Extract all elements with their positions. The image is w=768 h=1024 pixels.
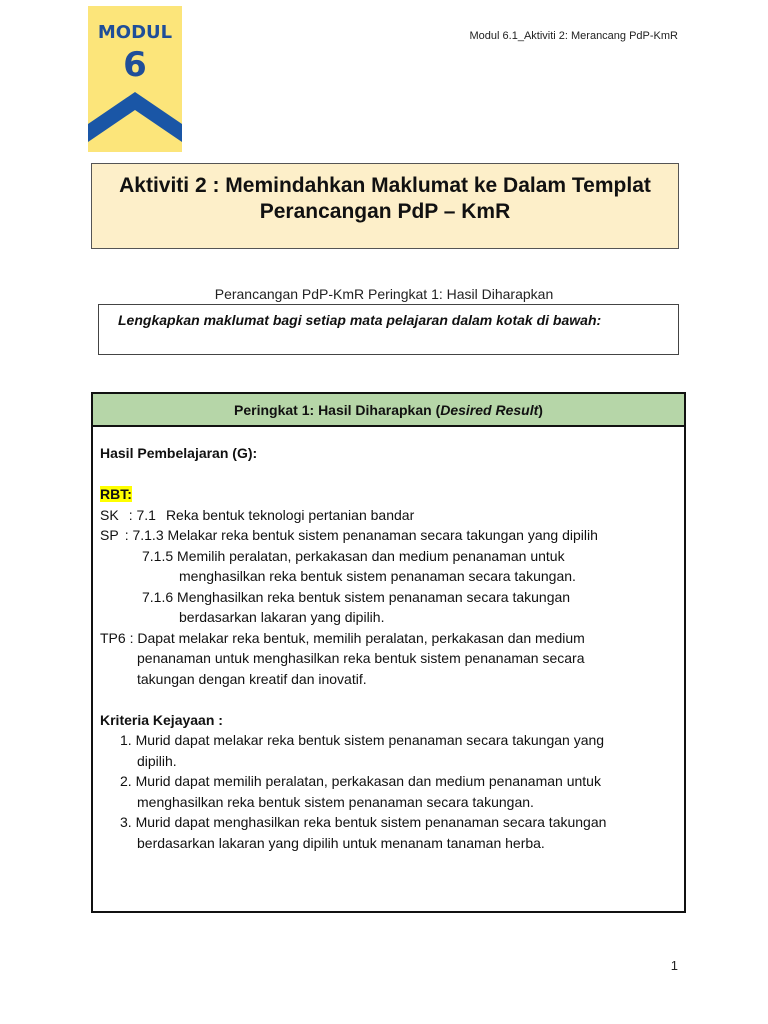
kriteria-item-3-num: 3. bbox=[120, 814, 132, 830]
sp-item-1-text: Melakar reka bentuk sistem penanaman secara takungan yang dipilih bbox=[167, 527, 598, 543]
kriteria-item-1-text: Murid dapat melakar reka bentuk sistem penanaman secara takungan yang bbox=[135, 732, 605, 748]
hasil-pembelajaran-label: Hasil Pembelajaran (G): bbox=[100, 445, 258, 461]
logo-word: MODUL bbox=[97, 22, 173, 43]
sk-line bbox=[100, 505, 684, 526]
table-header-prefix: Peringkat 1: Hasil Diharapkan ( bbox=[234, 401, 441, 418]
logo-number: 6 bbox=[123, 45, 147, 85]
sk-sep: : bbox=[128, 506, 133, 523]
sk-text: Reka bentuk teknologi pertanian bandar bbox=[165, 506, 415, 523]
sp-item-2 bbox=[100, 546, 684, 567]
tp6-sep: : bbox=[129, 629, 134, 646]
sk-label: SK bbox=[100, 506, 119, 523]
kriteria-item-1 bbox=[100, 730, 684, 751]
kriteria-item-2-num: 2. bbox=[120, 773, 132, 789]
tp6-line-1 bbox=[100, 628, 684, 649]
sp-label: SP bbox=[100, 527, 119, 543]
kriteria-item-1-num: 1. bbox=[120, 732, 132, 748]
sp-line-1 bbox=[100, 525, 684, 546]
kriteria-item-2-cont: menghasilkan reka bentuk sistem penanaman secara takungan. bbox=[137, 793, 534, 810]
sp-item-2-cont: menghasilkan reka bentuk sistem penanaman secara takungan. bbox=[179, 568, 576, 584]
desired-result-table bbox=[91, 392, 686, 913]
sk-code: 7.1 bbox=[136, 506, 156, 523]
activity-title-line-1: Aktiviti 2 : Memindahkan Maklumat ke Dalam Templat bbox=[119, 174, 651, 197]
activity-title-line-2: Perancangan PdP – KmR bbox=[259, 200, 511, 223]
sp-item-3 bbox=[100, 587, 684, 608]
sp-item-3-text: Menghasilkan reka bentuk sistem penanaman secara takungan bbox=[177, 588, 571, 605]
tp6-label: TP6 bbox=[100, 629, 126, 646]
page-number: 1 bbox=[670, 958, 678, 973]
kriteria-item-3-text: Murid dapat menghasilkan reka bentuk sistem penanaman secara takungan bbox=[135, 814, 607, 830]
tp6-text-1: Dapat melakar reka bentuk, memilih peralatan, perkakasan dan medium bbox=[137, 629, 585, 646]
tp6-text-2: penanaman untuk menghasilkan reka bentuk sistem penanaman secara bbox=[137, 650, 585, 666]
table-header-suffix: ) bbox=[538, 401, 543, 418]
kriteria-kejayaan-label: Kriteria Kejayaan : bbox=[100, 711, 223, 728]
sp-item-2-text: Memilih peralatan, perkakasan dan medium penanaman untuk bbox=[177, 547, 565, 564]
section-subtitle: Perancangan PdP-KmR Peringkat 1: Hasil Diharapkan bbox=[214, 286, 554, 302]
sp-item-3-code: 7.1.6 bbox=[142, 588, 174, 605]
kriteria-item-2-text: Murid dapat memilih peralatan, perkakasan dan medium penanaman untuk bbox=[135, 773, 601, 789]
tp6-text-3: takungan dengan kreatif dan inovatif. bbox=[137, 670, 367, 687]
sp-item-1-code: 7.1.3 bbox=[132, 527, 164, 543]
table-body bbox=[93, 427, 684, 853]
sp-item-3-cont: berdasarkan lakaran yang dipilih. bbox=[179, 609, 385, 625]
modul-logo-badge bbox=[88, 6, 182, 152]
instruction-box bbox=[98, 304, 679, 355]
kriteria-item-2 bbox=[100, 771, 684, 792]
table-header-italic: Desired Result bbox=[440, 401, 539, 418]
kriteria-item-1-cont: dipilih. bbox=[137, 752, 177, 769]
document-header: Modul 6.1_Aktiviti 2: Merancang PdP-KmR bbox=[469, 30, 678, 42]
table-header bbox=[93, 394, 684, 427]
instruction-text: Lengkapkan maklumat bagi setiap mata pelajaran dalam kotak di bawah: bbox=[118, 312, 602, 328]
kriteria-item-3-cont: berdasarkan lakaran yang dipilih untuk menanam tanaman herba. bbox=[137, 834, 545, 851]
sp-sep: : bbox=[124, 527, 129, 543]
rbt-label: RBT: bbox=[100, 486, 132, 502]
modul-6-logo bbox=[88, 6, 182, 152]
sp-item-2-code: 7.1.5 bbox=[142, 547, 174, 564]
activity-title-box bbox=[91, 163, 679, 249]
kriteria-item-3 bbox=[100, 812, 684, 833]
